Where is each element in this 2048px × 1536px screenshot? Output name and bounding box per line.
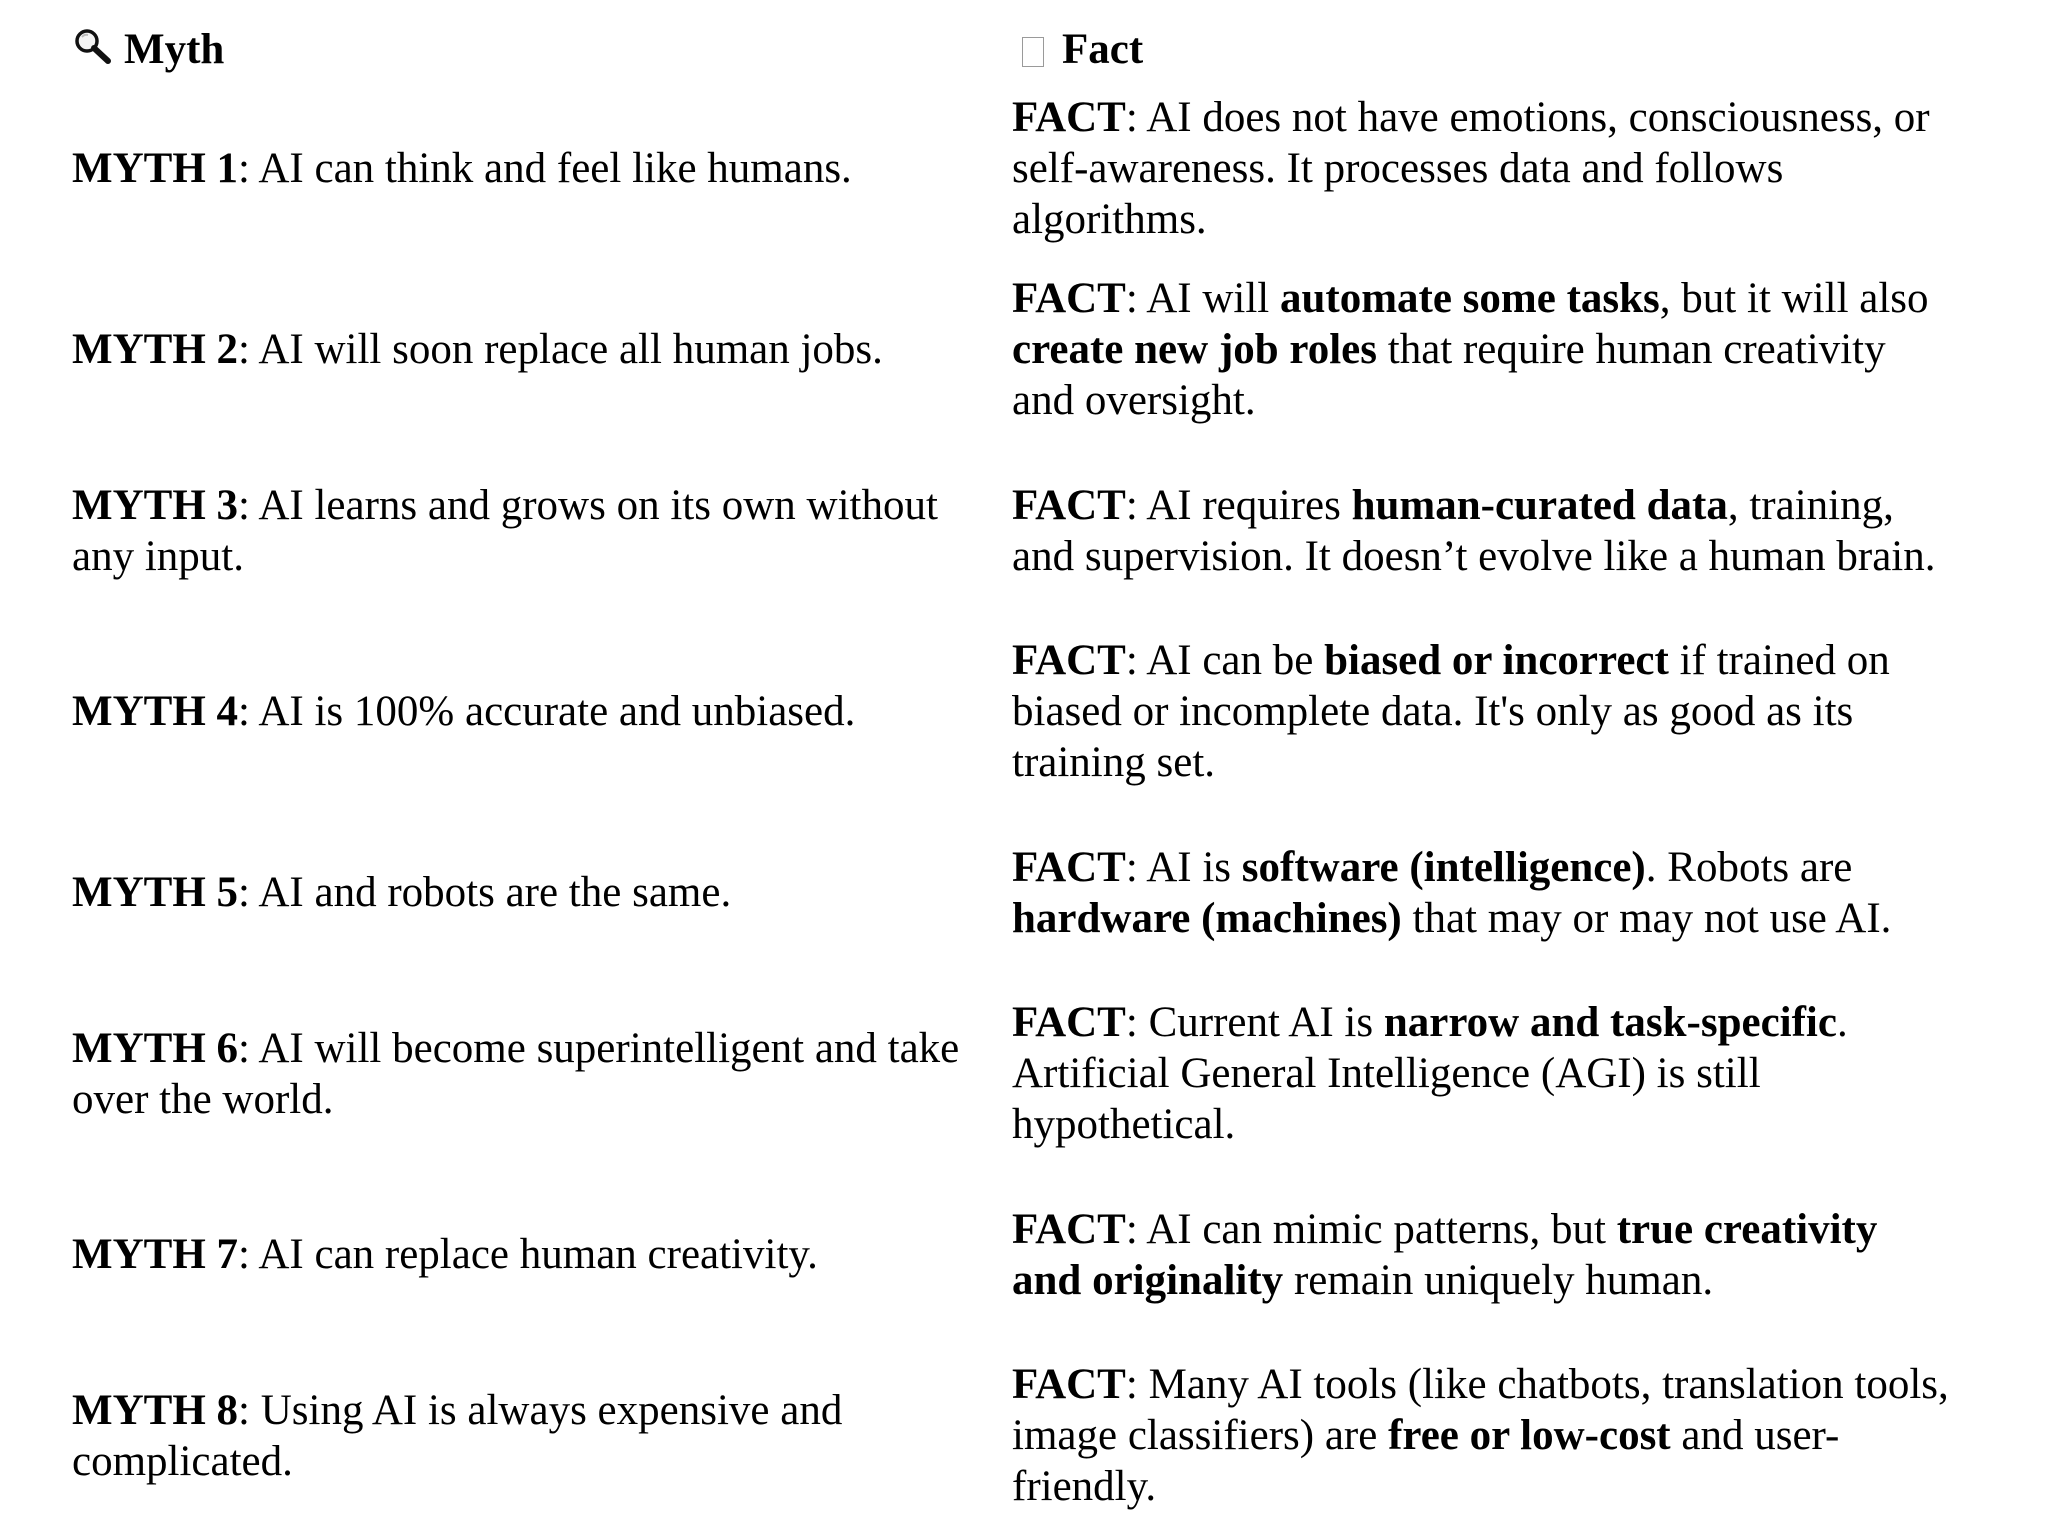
fact-emphasis: narrow and task-specific xyxy=(1383,999,1837,1046)
myth-text: : AI is 100% accurate and unbiased. xyxy=(238,688,856,735)
fact-cell xyxy=(1012,983,1952,1164)
fact-text: , training, and supervision. It doesn’t evolve like a human brain. xyxy=(1012,481,1936,580)
fact-text: : AI can be xyxy=(1125,637,1325,684)
myth-column-label: Myth xyxy=(124,26,225,73)
myth-tag: MYTH 5 xyxy=(72,869,239,916)
fact-text: , but it will also xyxy=(1659,275,1929,322)
fact-text: remain uniquely human. xyxy=(1283,1256,1714,1304)
myth-text: : AI will become superintelligent and take over the world. xyxy=(72,1024,960,1123)
table-row xyxy=(72,621,1952,802)
myth-cell xyxy=(72,983,1012,1164)
myth-tag: MYTH 8 xyxy=(72,1386,239,1434)
fact-cell xyxy=(1012,1164,1952,1345)
fact-emphasis: hardware (machines) xyxy=(1012,894,1402,942)
fact-text: . Robots are xyxy=(1645,843,1853,891)
table-row xyxy=(72,78,1952,259)
fact-cell xyxy=(1012,440,1952,621)
table-row xyxy=(72,1164,1952,1345)
myth-text: : AI and robots are the same. xyxy=(238,869,732,916)
fact-cell xyxy=(1012,259,1952,440)
fact-text: . Artificial General Intelligence (AGI) is still hypothetical. xyxy=(1012,999,1848,1148)
fact-column-header xyxy=(1012,22,1952,78)
missing-glyph-box-icon xyxy=(1022,37,1044,67)
fact-emphasis: true creativity and originality xyxy=(1012,1205,1878,1304)
fact-emphasis: create new job roles xyxy=(1012,326,1377,373)
myth-text: : Using AI is always expensive and complicated. xyxy=(72,1386,843,1485)
myth-fact-document xyxy=(72,22,2022,1526)
table-header-row xyxy=(72,22,1952,78)
fact-text: : Many AI tools (like chatbots, translation tools, image classifiers) are xyxy=(1012,1361,1949,1459)
fact-text: : AI is xyxy=(1125,843,1242,891)
fact-cell xyxy=(1012,1345,1952,1526)
fact-emphasis: human-curated data xyxy=(1351,481,1728,529)
fact-emphasis: free or low-cost xyxy=(1388,1412,1671,1459)
myth-cell xyxy=(72,621,1012,802)
fact-text: and user-friendly. xyxy=(1012,1412,1840,1510)
table-row xyxy=(72,259,1952,440)
fact-tag: FACT xyxy=(1012,637,1126,684)
table-row xyxy=(72,440,1952,621)
fact-emphasis: software (intelligence) xyxy=(1241,843,1646,891)
myth-text: : AI learns and grows on its own without any input. xyxy=(72,481,938,580)
myth-tag: MYTH 7 xyxy=(72,1231,239,1278)
fact-tag: FACT xyxy=(1012,94,1126,141)
fact-tag: FACT xyxy=(1012,1361,1126,1408)
myth-tag: MYTH 4 xyxy=(72,688,239,735)
table-row xyxy=(72,802,1952,983)
myth-tag: MYTH 2 xyxy=(72,326,239,373)
table-row xyxy=(72,1345,1952,1526)
table-row xyxy=(72,983,1952,1164)
fact-column-label: Fact xyxy=(1062,26,1144,73)
fact-emphasis: biased or incorrect xyxy=(1324,637,1669,684)
myth-cell xyxy=(72,78,1012,259)
myth-text: : AI can replace human creativity. xyxy=(238,1231,818,1278)
fact-text: : AI does not have emotions, consciousness, or self-awareness. It processes data and follows algorithms. xyxy=(1012,94,1930,243)
myth-fact-table xyxy=(72,22,1952,1526)
myth-column-header xyxy=(72,22,1012,78)
fact-text: if trained on biased or incomplete data. It's only as good as its training set. xyxy=(1012,637,1890,786)
fact-cell xyxy=(1012,621,1952,802)
myth-tag: MYTH 1 xyxy=(72,145,239,192)
fact-text: : AI requires xyxy=(1125,481,1352,529)
myth-tag: MYTH 3 xyxy=(72,481,239,529)
myth-tag: MYTH 6 xyxy=(72,1024,239,1072)
myth-cell xyxy=(72,1164,1012,1345)
fact-text: : AI will xyxy=(1125,275,1280,322)
fact-cell xyxy=(1012,802,1952,983)
fact-tag: FACT xyxy=(1012,275,1126,322)
fact-text: that may or may not use AI. xyxy=(1401,894,1892,942)
magnifier-icon xyxy=(72,27,116,67)
fact-text: : Current AI is xyxy=(1125,999,1384,1046)
myth-text: : AI will soon replace all human jobs. xyxy=(238,326,883,373)
fact-cell xyxy=(1012,78,1952,259)
fact-text: that require human creativity and oversight. xyxy=(1012,326,1886,424)
myth-cell xyxy=(72,1345,1012,1526)
myth-text: : AI can think and feel like humans. xyxy=(238,145,852,192)
myth-cell xyxy=(72,802,1012,983)
fact-tag: FACT xyxy=(1012,999,1126,1046)
fact-text: : AI can mimic patterns, but xyxy=(1125,1205,1617,1253)
fact-emphasis: automate some tasks xyxy=(1279,275,1660,322)
myth-cell xyxy=(72,259,1012,440)
myth-cell xyxy=(72,440,1012,621)
fact-tag: FACT xyxy=(1012,843,1126,891)
fact-tag: FACT xyxy=(1012,481,1126,529)
fact-tag: FACT xyxy=(1012,1205,1126,1253)
